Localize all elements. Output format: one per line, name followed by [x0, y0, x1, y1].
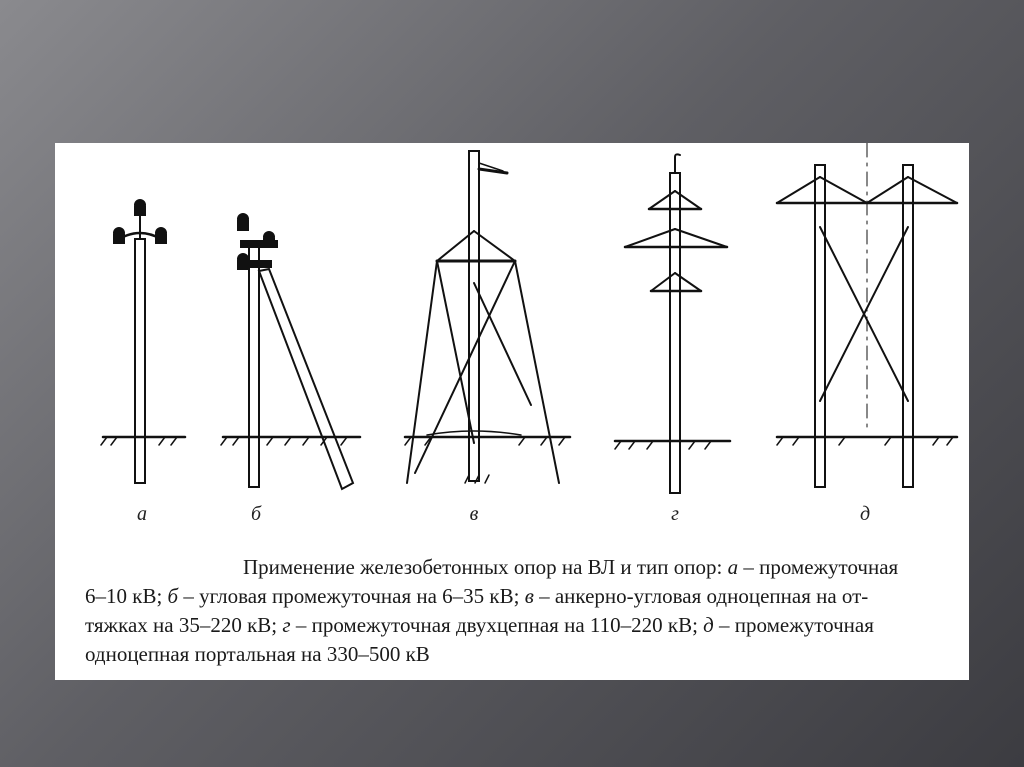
pole-a-shaft: [135, 239, 145, 483]
panel-label-e: д: [859, 503, 871, 525]
pole-e-left-leg: [815, 165, 825, 487]
pole-a: [101, 200, 185, 483]
panel-label-a: а: [137, 503, 147, 525]
insulator-b-1: [238, 214, 248, 230]
panel-label-c: в: [469, 503, 479, 525]
pole-c-guy-left: [407, 261, 437, 483]
pole-d-crossarm-top: [649, 191, 701, 209]
caption-line-2: 6–10 кВ; б – угловая промежуточная на 6–35 кВ; в – анкерно-угловая одноцепная на от-: [85, 584, 869, 608]
pole-e: [777, 143, 957, 487]
figure-panel: [55, 143, 969, 680]
pole-b: [221, 214, 360, 489]
insulator-b-3: [238, 254, 248, 269]
insulator-a-right: [156, 228, 166, 243]
pole-c-guy-right: [515, 261, 559, 483]
panel-label-d: г: [671, 503, 679, 525]
pole-b-strut: [259, 269, 353, 489]
caption-line-4: одноцепная портальная на 330–500 кВ: [85, 642, 430, 666]
insulator-a-left: [114, 228, 124, 243]
caption-line-1: Применение железобетонных опор на ВЛ и тип опор: а – промежуточная: [243, 555, 899, 579]
insulator-a-top: [135, 200, 145, 215]
figure-caption: [85, 553, 963, 669]
pole-d-crossarm-middle: [625, 229, 727, 247]
panel-label-b: б: [250, 503, 262, 525]
insulator-b-2: [264, 232, 274, 245]
pole-e-right-leg: [903, 165, 913, 487]
pole-b-shaft: [249, 241, 259, 487]
pole-d-crossarm-bottom: [651, 273, 701, 291]
pole-d: [615, 154, 730, 493]
caption-line-3: тяжках на 35–220 кВ; г – промежуточная двухцепная на 110–220 кВ; д – промежуточная: [85, 613, 874, 637]
pole-c: [405, 151, 570, 483]
pole-d-shaft: [670, 173, 680, 493]
